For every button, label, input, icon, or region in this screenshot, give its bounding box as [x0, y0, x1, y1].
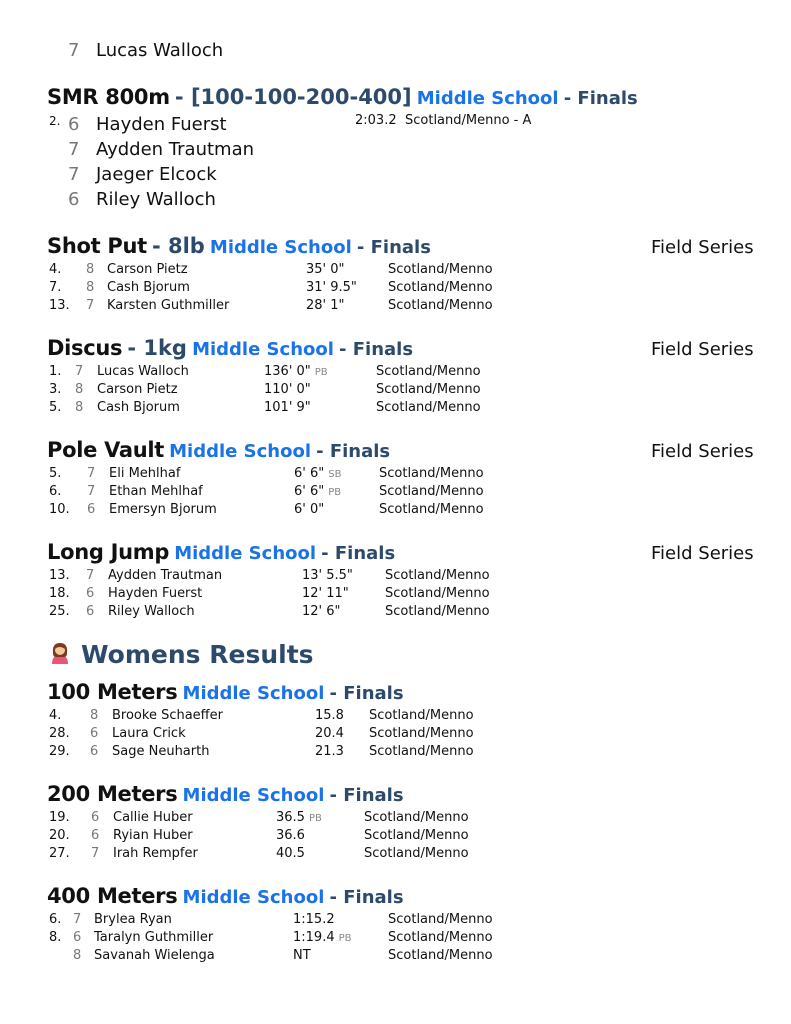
- team: Scotland/Menno: [369, 708, 474, 723]
- event-title: Pole Vault: [47, 438, 165, 462]
- team: Scotland/Menno: [385, 586, 490, 601]
- relay-member-grade: 6: [68, 189, 80, 210]
- mark: [276, 810, 322, 825]
- relay-member-grade: 6: [68, 114, 80, 135]
- grade: 6: [86, 586, 95, 601]
- relay-team: Scotland/Menno - A: [405, 113, 532, 128]
- grade: 7: [75, 364, 84, 379]
- grade: 7: [86, 568, 95, 583]
- event-division: Middle School: [192, 339, 334, 360]
- athlete-name: Emersyn Bjorum: [109, 502, 217, 517]
- event-header-200m: [47, 782, 404, 806]
- place: 5.: [49, 466, 62, 481]
- relay-time: 2:03.2: [355, 113, 397, 128]
- grade: 7: [87, 484, 96, 499]
- mark: 110' 0": [264, 382, 311, 397]
- mark: [294, 484, 341, 499]
- event-division: Middle School: [209, 237, 352, 258]
- place: 3.: [49, 382, 62, 397]
- grade: 7: [73, 912, 82, 927]
- team: Scotland/Menno: [388, 948, 493, 963]
- team: Scotland/Menno: [388, 262, 493, 277]
- event-title: 400 Meters: [47, 884, 178, 908]
- event-round: - Finals: [329, 785, 404, 806]
- relay-member-name: Aydden Trautman: [96, 139, 255, 160]
- pb-badge: PB: [308, 813, 322, 824]
- athlete-name: Aydden Trautman: [108, 568, 223, 583]
- place: 19.: [49, 810, 70, 825]
- event-division: Middle School: [182, 785, 325, 806]
- entry-grade: 7: [68, 40, 80, 61]
- mark: [264, 364, 328, 379]
- event-header-400m: [47, 884, 404, 908]
- team: Scotland/Menno: [364, 828, 469, 843]
- relay-member-grade: 7: [68, 164, 80, 185]
- athlete-name: Taralyn Guthmiller: [94, 930, 214, 945]
- athlete-name: Carson Pietz: [107, 262, 188, 277]
- grade: 8: [90, 708, 99, 723]
- pb-badge: PB: [338, 933, 352, 944]
- team: Scotland/Menno: [388, 912, 493, 927]
- team: Scotland/Menno: [379, 466, 484, 481]
- event-detail: - 8lb: [151, 234, 205, 258]
- mark: [294, 466, 341, 481]
- field-series-label: Field Series: [651, 339, 754, 360]
- section-header-womens: [47, 640, 314, 669]
- event-division: Middle School: [182, 887, 325, 908]
- event-division: Middle School: [182, 683, 325, 704]
- place: 13.: [49, 568, 70, 583]
- place: 27.: [49, 846, 70, 861]
- place: 4.: [49, 262, 62, 277]
- place: 28.: [49, 726, 70, 741]
- grade: 7: [86, 298, 95, 313]
- event-header-long-jump: [47, 540, 395, 564]
- athlete-name: Eli Mehlhaf: [109, 466, 181, 481]
- event-round: - Finals: [321, 543, 396, 564]
- mark-value: 36.5: [276, 810, 305, 825]
- athlete-name: Ryian Huber: [113, 828, 193, 843]
- event-header-pole-vault: [47, 438, 390, 462]
- grade: 6: [86, 604, 95, 619]
- athlete-name: Ethan Mehlhaf: [109, 484, 203, 499]
- team: Scotland/Menno: [376, 364, 481, 379]
- mark: NT: [293, 948, 311, 963]
- mark-value: 6' 6": [294, 466, 325, 481]
- event-round: - Finals: [563, 88, 638, 109]
- team: Scotland/Menno: [369, 726, 474, 741]
- place: 6.: [49, 484, 62, 499]
- event-title: SMR 800m: [47, 85, 170, 109]
- grade: 8: [86, 262, 95, 277]
- team: Scotland/Menno: [385, 604, 490, 619]
- mark: 28' 1": [306, 298, 345, 313]
- athlete-name: Savanah Wielenga: [94, 948, 215, 963]
- athlete-name: Carson Pietz: [97, 382, 178, 397]
- athlete-name: Lucas Walloch: [97, 364, 189, 379]
- field-series-label: Field Series: [651, 441, 754, 462]
- place: 7.: [49, 280, 62, 295]
- place: 18.: [49, 586, 70, 601]
- event-detail: - 1kg: [127, 336, 187, 360]
- athlete-name: Brooke Schaeffer: [112, 708, 223, 723]
- event-round: - Finals: [329, 887, 404, 908]
- athlete-name: Laura Crick: [112, 726, 186, 741]
- grade: 6: [87, 502, 96, 517]
- grade: 8: [86, 280, 95, 295]
- event-division: Middle School: [174, 543, 317, 564]
- entry-name: Lucas Walloch: [96, 40, 224, 61]
- relay-place: 2.: [49, 114, 61, 128]
- event-round: - Finals: [316, 441, 391, 462]
- grade: 7: [87, 466, 96, 481]
- team: Scotland/Menno: [388, 280, 493, 295]
- mark: 12' 6": [302, 604, 341, 619]
- mark-value: 136' 0": [264, 364, 311, 379]
- mark: 13' 5.5": [302, 568, 353, 583]
- event-header-100m: [47, 680, 404, 704]
- relay-member-name: Jaeger Elcock: [96, 164, 217, 185]
- mark: 1:15.2: [293, 912, 335, 927]
- team: Scotland/Menno: [388, 930, 493, 945]
- event-title: Discus: [47, 336, 123, 360]
- section-title: Womens Results: [81, 640, 314, 669]
- event-title: 200 Meters: [47, 782, 178, 806]
- grade: 7: [91, 846, 100, 861]
- relay-member-name: Riley Walloch: [96, 189, 216, 210]
- pb-badge: PB: [314, 367, 328, 378]
- place: 4.: [49, 708, 62, 723]
- mark: 40.5: [276, 846, 305, 861]
- team: Scotland/Menno: [376, 382, 481, 397]
- event-header-shot-put: [47, 234, 431, 258]
- athlete-name: Cash Bjorum: [107, 280, 190, 295]
- place: 25.: [49, 604, 70, 619]
- place: 13.: [49, 298, 70, 313]
- place: 29.: [49, 744, 70, 759]
- event-title: Shot Put: [47, 234, 147, 258]
- mark: 21.3: [315, 744, 344, 759]
- grade: 6: [90, 744, 99, 759]
- mark: 35' 0": [306, 262, 345, 277]
- athlete-name: Brylea Ryan: [94, 912, 172, 927]
- grade: 8: [75, 382, 84, 397]
- team: Scotland/Menno: [379, 502, 484, 517]
- place: 1.: [49, 364, 62, 379]
- mark: 101' 9": [264, 400, 311, 415]
- place: 20.: [49, 828, 70, 843]
- woman-icon: [47, 640, 73, 666]
- athlete-name: Cash Bjorum: [97, 400, 180, 415]
- team: Scotland/Menno: [379, 484, 484, 499]
- mark: 6' 0": [294, 502, 325, 517]
- relay-member-name: Hayden Fuerst: [96, 114, 227, 135]
- place: 6.: [49, 912, 62, 927]
- place: 10.: [49, 502, 70, 517]
- mark-value: 1:19.4: [293, 930, 335, 945]
- event-detail: - [100-100-200-400]: [174, 85, 412, 109]
- mark: [293, 930, 352, 945]
- team: Scotland/Menno: [385, 568, 490, 583]
- athlete-name: Callie Huber: [113, 810, 193, 825]
- pb-badge: PB: [328, 487, 342, 498]
- team: Scotland/Menno: [369, 744, 474, 759]
- event-division: Middle School: [169, 441, 311, 462]
- grade: 8: [73, 948, 82, 963]
- grade: 6: [91, 810, 100, 825]
- athlete-name: Riley Walloch: [108, 604, 195, 619]
- event-round: - Finals: [329, 683, 404, 704]
- field-series-label: Field Series: [651, 543, 754, 564]
- athlete-name: Sage Neuharth: [112, 744, 210, 759]
- place: 5.: [49, 400, 62, 415]
- event-title: 100 Meters: [47, 680, 178, 704]
- event-division: Middle School: [416, 88, 559, 109]
- event-header-smr: [47, 85, 638, 109]
- place: 8.: [49, 930, 62, 945]
- team: Scotland/Menno: [388, 298, 493, 313]
- relay-member-grade: 7: [68, 139, 80, 160]
- grade: 6: [91, 828, 100, 843]
- event-title: Long Jump: [47, 540, 170, 564]
- team: Scotland/Menno: [364, 846, 469, 861]
- mark: 31' 9.5": [306, 280, 357, 295]
- team: Scotland/Menno: [376, 400, 481, 415]
- field-series-label: Field Series: [651, 237, 754, 258]
- event-round: - Finals: [339, 339, 414, 360]
- grade: 8: [75, 400, 84, 415]
- mark: 15.8: [315, 708, 344, 723]
- athlete-name: Irah Rempfer: [113, 846, 198, 861]
- mark: 20.4: [315, 726, 344, 741]
- athlete-name: Hayden Fuerst: [108, 586, 203, 601]
- mark-value: 6' 6": [294, 484, 325, 499]
- mark: 36.6: [276, 828, 305, 843]
- event-round: - Finals: [356, 237, 431, 258]
- sb-badge: SB: [328, 469, 342, 480]
- team: Scotland/Menno: [364, 810, 469, 825]
- athlete-name: Karsten Guthmiller: [107, 298, 230, 313]
- grade: 6: [90, 726, 99, 741]
- grade: 6: [73, 930, 82, 945]
- event-header-discus: [47, 336, 413, 360]
- mark: 12' 11": [302, 586, 349, 601]
